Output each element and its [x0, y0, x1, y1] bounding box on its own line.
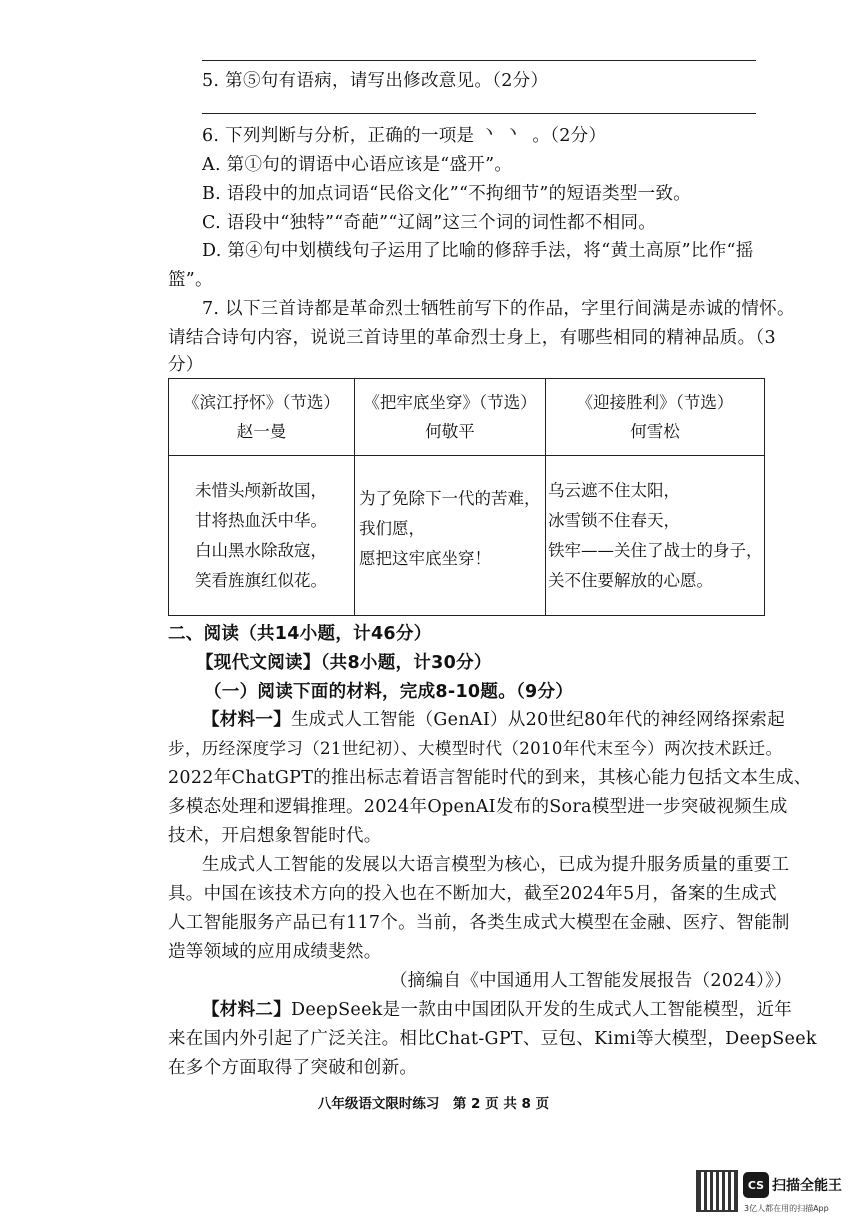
material-1-p2-line1: 生成式人工智能的发展以大语言模型为核心，已成为提升服务质量的重要工 [202, 855, 790, 875]
question-7-line2: 请结合诗句内容，说说三首诗里的革命烈士身上，有哪些相同的精神品质。（3 [168, 328, 776, 348]
material-1-line3: 2022年ChatGPT的推出标志着语言智能时代的到来，其核心能力包括文本生成、 [168, 768, 812, 788]
question-7-line3: 分） [168, 355, 204, 375]
option-c: C. 语段中“独特”“奇葩”“辽阔”这三个词的词性都不相同。 [202, 213, 657, 233]
poem-author: 何雪松 [630, 422, 680, 441]
material-1-p2-line4: 造等领域的应用成绩斐然。 [168, 942, 382, 962]
app-logo-icon: CS [743, 1172, 769, 1198]
material-1-source: （摘编自《中国通用人工智能发展报告（2024）》） [390, 971, 793, 991]
material-1-p2-line3: 人工智能服务产品已有117个。当前，各类生成式大模型在金融、医疗、智能制 [168, 913, 790, 933]
poem-line: 愿把这牢底坐穿！ [359, 549, 491, 568]
poem-line: 关不住要解放的心愿。 [548, 570, 713, 590]
page-footer: 八年级语文限时练习 第 2 页 共 8 页 [317, 1096, 550, 1112]
material-2-label: 【材料二】 [202, 1000, 291, 1020]
material-1-label: 【材料一】 [202, 710, 291, 730]
poem-author: 赵一曼 [236, 422, 287, 441]
material-1-p2-line2: 具。中国在该技术方向的投入也在不断加大，截至2024年5月，备案的生成式 [168, 884, 777, 904]
option-a: A. 第①句的谓语中心语应该是“盛开”。 [202, 155, 513, 175]
poem-body-3 [546, 456, 765, 616]
section-2-part1: （一）阅读下面的材料，完成8-10题。（9分） [204, 682, 574, 702]
question-6-stem-text: 6. 下列判断与分析，正确的一项是 [202, 126, 475, 146]
poem-line: 冰雪锁不住春天， [548, 510, 680, 530]
app-name: 扫描全能王 [772, 1178, 842, 1194]
poem-header-1 [169, 379, 355, 456]
poem-line: 为了免除下一代的苦难， [359, 489, 541, 508]
poem-line: 乌云遮不住太阳， [548, 480, 680, 500]
material-1-line2: 步，历经深度学习（21世纪初）、大模型时代（2010年代末至今）两次技术跃迁。 [168, 739, 783, 758]
qr-code [696, 1170, 738, 1212]
poem-header-2 [355, 379, 546, 456]
answer-line-top [202, 60, 756, 61]
section-2-heading: 二、阅读（共14小题，计46分） [168, 624, 432, 644]
poem-title: 《迎接胜利》（节选） [576, 393, 734, 412]
answer-line-q5 [202, 113, 756, 114]
question-7-line1: 7. 以下三首诗都是革命烈士牺牲前写下的作品，字里行间满是赤诚的情怀。 [202, 299, 795, 319]
poem-body-2 [355, 456, 546, 616]
handwritten-answer-mark: ヽ ヽ [480, 122, 522, 143]
section-2-subheading: 【现代文阅读】（共8小题，计30分） [196, 653, 492, 673]
material-2-text: DeepSeek是一款由中国团队开发的生成式人工智能模型，近年 [291, 1000, 793, 1020]
poem-line: 笑看旌旗红似花。 [195, 570, 327, 590]
option-b: B. 语段中的加点词语“民俗文化”“不拘细节”的短语类型一致。 [202, 184, 692, 204]
poem-line: 未惜头颅新故国， [195, 480, 327, 500]
poem-author: 何敬平 [425, 422, 475, 441]
app-tagline: 3亿人都在用的扫描App [744, 1204, 829, 1213]
option-d-cont: 篮”。 [168, 270, 213, 290]
question-5: 5. 第⑤句有语病，请写出修改意见。（2分） [202, 71, 549, 91]
material-2-line1 [202, 1002, 792, 1020]
poem-body-1 [169, 456, 355, 616]
poem-header-3 [546, 379, 765, 456]
material-2-line3: 在多个方面取得了突破和创新。 [168, 1058, 418, 1078]
material-1-line1 [202, 712, 785, 730]
option-d: D. 第④句中划横线句子运用了比喻的修辞手法，将“黄土高原”比作“摇 [202, 241, 754, 261]
poem-title: 《把牢底坐穿》（节选） [363, 393, 537, 412]
poem-line: 白山黑水除敌寇， [195, 540, 327, 560]
poem-table [168, 378, 765, 616]
material-1-text: 生成式人工智能（GenAI）从20世纪80年代的神经网络探索起 [291, 710, 785, 730]
question-6-stem-tail: 。（2分） [532, 126, 607, 146]
poem-title: 《滨江抒怀》（节选） [183, 393, 340, 412]
material-1-line4: 多模态处理和逻辑推理。2024年OpenAI发布的Sora模型进一步突破视频生成 [168, 797, 788, 817]
poem-line: 甘将热血沃中华。 [195, 510, 327, 530]
material-1-line5: 技术，开启想象智能时代。 [168, 826, 382, 846]
poem-line: 铁牢——关住了战士的身子， [548, 540, 763, 560]
poem-line: 我们愿， [359, 519, 425, 538]
material-2-line2: 来在国内外引起了广泛关注。相比Chat-GPT、豆包、Kimi等大模型，DeepSeek [168, 1029, 817, 1049]
question-6-stem [202, 128, 606, 146]
